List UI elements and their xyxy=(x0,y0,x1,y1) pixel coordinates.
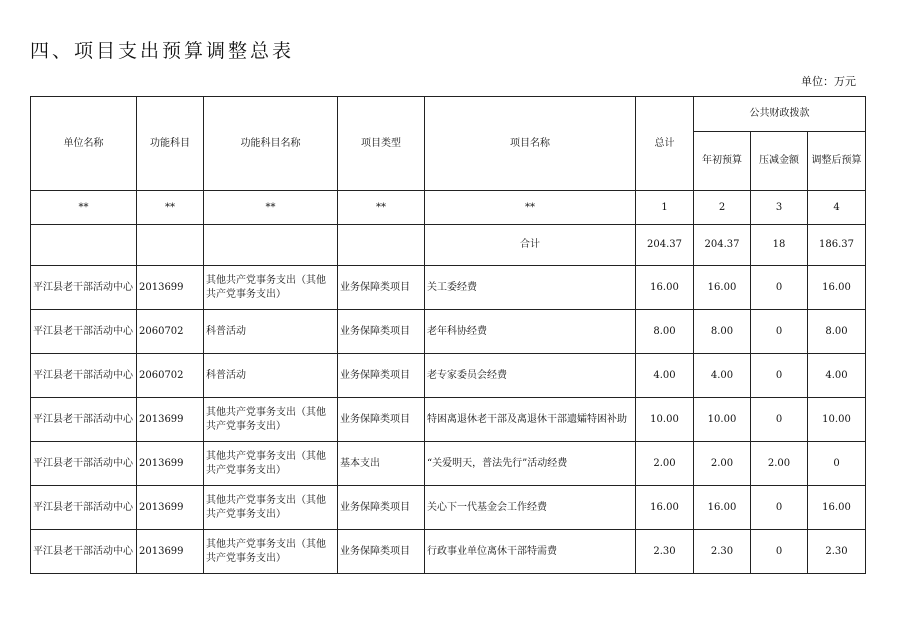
table-row xyxy=(31,530,866,574)
adjusted-budget-cell: 16.00 xyxy=(808,266,866,310)
table-row xyxy=(31,354,866,398)
reduction-cell: 0 xyxy=(751,530,808,574)
sum-total: 204.37 xyxy=(636,225,694,266)
index-cell: 4 xyxy=(808,191,866,225)
total-cell: 16.00 xyxy=(636,486,694,530)
func-subject-cell: 其他共产党事务支出（其他共产党事务支出） xyxy=(204,486,338,530)
unit-name-cell: 平江县老干部活动中心 xyxy=(31,398,137,442)
reduction-cell: 0 xyxy=(751,486,808,530)
index-cell: ** xyxy=(31,191,137,225)
func-code-cell: 2060702 xyxy=(137,310,204,354)
header-project-name: 项目名称 xyxy=(425,97,636,191)
unit-label: 单位：万元 xyxy=(801,75,856,88)
index-row xyxy=(31,191,866,225)
project-name-cell: 关工委经费 xyxy=(425,266,636,310)
reduction-cell: 2.00 xyxy=(751,442,808,486)
unit-name-cell: 平江县老干部活动中心 xyxy=(31,530,137,574)
header-total: 总计 xyxy=(636,97,694,191)
header-public-finance: 公共财政拨款 xyxy=(694,97,866,132)
func-code-cell: 2013699 xyxy=(137,266,204,310)
project-type-cell: 业务保障类项目 xyxy=(338,486,425,530)
page-title: 四、项目支出预算调整总表 xyxy=(30,40,295,62)
project-type-cell: 业务保障类项目 xyxy=(338,310,425,354)
initial-budget-cell: 16.00 xyxy=(694,266,751,310)
reduction-cell: 0 xyxy=(751,354,808,398)
header-project-type: 项目类型 xyxy=(338,97,425,191)
index-cell: ** xyxy=(204,191,338,225)
func-subject-cell: 其他共产党事务支出（其他共产党事务支出） xyxy=(204,530,338,574)
unit-name-cell: 平江县老干部活动中心 xyxy=(31,310,137,354)
func-subject-cell: 科普活动 xyxy=(204,310,338,354)
func-code-cell: 2013699 xyxy=(137,442,204,486)
unit-name-cell: 平江县老干部活动中心 xyxy=(31,442,137,486)
unit-name-cell: 平江县老干部活动中心 xyxy=(31,354,137,398)
header-unit-name: 单位名称 xyxy=(31,97,137,191)
adjusted-budget-cell: 2.30 xyxy=(808,530,866,574)
total-cell: 8.00 xyxy=(636,310,694,354)
initial-budget-cell: 8.00 xyxy=(694,310,751,354)
project-type-cell: 业务保障类项目 xyxy=(338,354,425,398)
initial-budget-cell: 2.00 xyxy=(694,442,751,486)
func-code-cell: 2013699 xyxy=(137,530,204,574)
func-subject-cell: 科普活动 xyxy=(204,354,338,398)
unit-name-cell: 平江县老干部活动中心 xyxy=(31,266,137,310)
table-row xyxy=(31,442,866,486)
table-row xyxy=(31,398,866,442)
sum-reduction: 18 xyxy=(751,225,808,266)
func-subject-cell: 其他共产党事务支出（其他共产党事务支出） xyxy=(204,266,338,310)
reduction-cell: 0 xyxy=(751,398,808,442)
func-code-cell: 2060702 xyxy=(137,354,204,398)
func-subject-cell: 其他共产党事务支出（其他共产党事务支出） xyxy=(204,442,338,486)
header-adjusted-budget: 调整后预算 xyxy=(808,132,866,191)
project-name-cell: 行政事业单位离休干部特需费 xyxy=(425,530,636,574)
sum-adjusted: 186.37 xyxy=(808,225,866,266)
total-cell: 10.00 xyxy=(636,398,694,442)
index-cell: ** xyxy=(137,191,204,225)
unit-name-cell: 平江县老干部活动中心 xyxy=(31,486,137,530)
adjusted-budget-cell: 0 xyxy=(808,442,866,486)
header-func-subject: 功能科目 xyxy=(137,97,204,191)
project-type-cell: 业务保障类项目 xyxy=(338,530,425,574)
func-code-cell: 2013699 xyxy=(137,398,204,442)
sum-label: 合计 xyxy=(425,225,636,266)
project-name-cell: 关心下一代基金会工作经费 xyxy=(425,486,636,530)
header-reduction: 压减金额 xyxy=(751,132,808,191)
table-row xyxy=(31,486,866,530)
index-cell: 1 xyxy=(636,191,694,225)
project-name-cell: 老专家委员会经费 xyxy=(425,354,636,398)
reduction-cell: 0 xyxy=(751,310,808,354)
header-func-subject-name: 功能科目名称 xyxy=(204,97,338,191)
total-cell: 16.00 xyxy=(636,266,694,310)
sum-initial: 204.37 xyxy=(694,225,751,266)
sum-row xyxy=(31,225,866,266)
project-name-cell: 老年科协经费 xyxy=(425,310,636,354)
index-cell: ** xyxy=(425,191,636,225)
initial-budget-cell: 2.30 xyxy=(694,530,751,574)
initial-budget-cell: 16.00 xyxy=(694,486,751,530)
index-cell: 3 xyxy=(751,191,808,225)
initial-budget-cell: 10.00 xyxy=(694,398,751,442)
project-name-cell: “关爱明天，普法先行”活动经费 xyxy=(425,442,636,486)
func-code-cell: 2013699 xyxy=(137,486,204,530)
func-subject-cell: 其他共产党事务支出（其他共产党事务支出） xyxy=(204,398,338,442)
total-cell: 2.00 xyxy=(636,442,694,486)
adjusted-budget-cell: 4.00 xyxy=(808,354,866,398)
adjusted-budget-cell: 10.00 xyxy=(808,398,866,442)
initial-budget-cell: 4.00 xyxy=(694,354,751,398)
total-cell: 4.00 xyxy=(636,354,694,398)
reduction-cell: 0 xyxy=(751,266,808,310)
adjusted-budget-cell: 16.00 xyxy=(808,486,866,530)
project-name-cell: 特困离退休老干部及离退休干部遗孀特困补助 xyxy=(425,398,636,442)
table-row xyxy=(31,310,866,354)
budget-table xyxy=(30,96,866,574)
project-type-cell: 基本支出 xyxy=(338,442,425,486)
header-initial-budget: 年初预算 xyxy=(694,132,751,191)
project-type-cell: 业务保障类项目 xyxy=(338,398,425,442)
table-row xyxy=(31,266,866,310)
adjusted-budget-cell: 8.00 xyxy=(808,310,866,354)
index-cell: ** xyxy=(338,191,425,225)
project-type-cell: 业务保障类项目 xyxy=(338,266,425,310)
total-cell: 2.30 xyxy=(636,530,694,574)
index-cell: 2 xyxy=(694,191,751,225)
